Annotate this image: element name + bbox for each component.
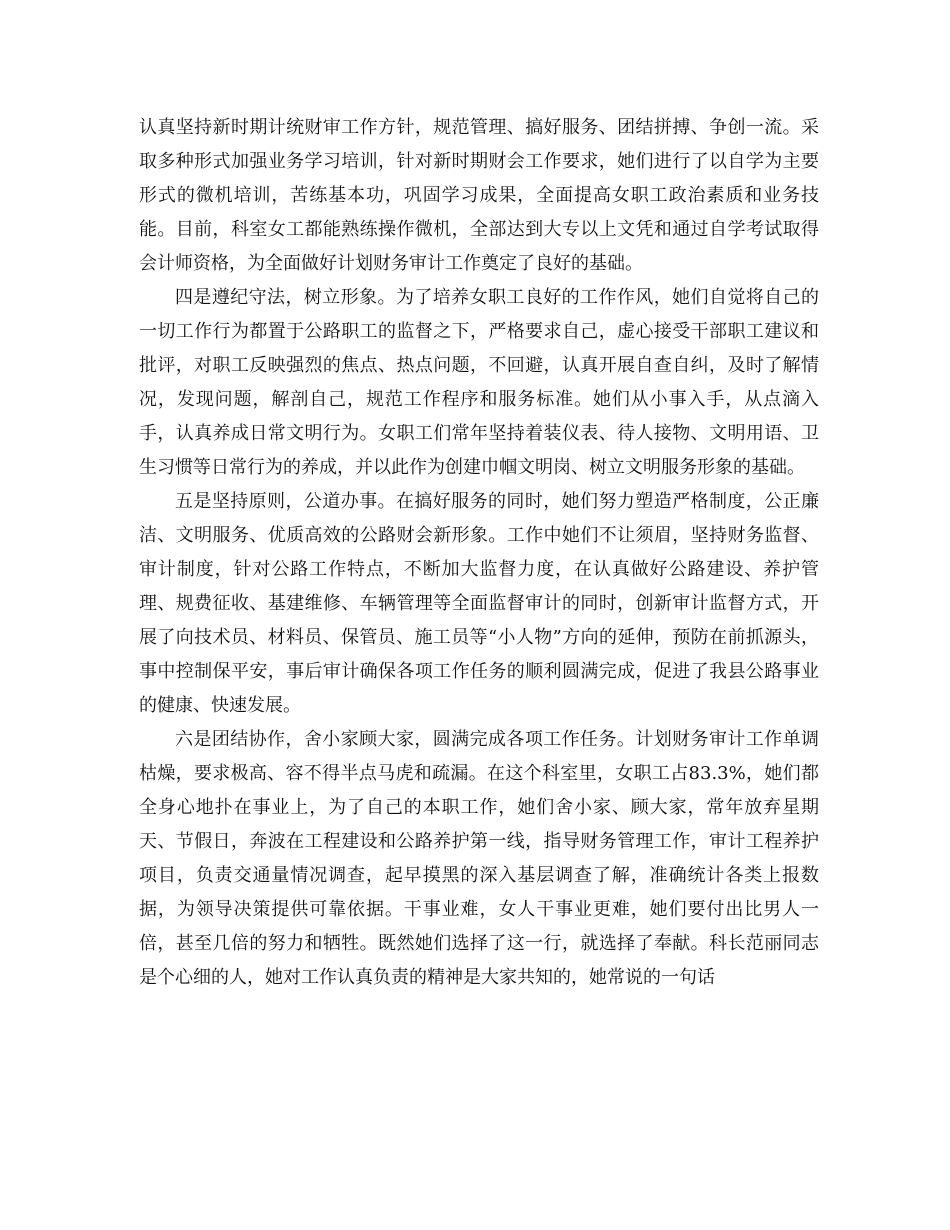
paragraph-discipline: 四是遵纪守法，树立形象。为了培养女职工良好的工作作风，她们自觉将自己的一切工作行为都置于公路职工的监督之下，严格要求自己，虚心接受干部职工建议和批评，对职工反映强烈的焦点、热点问题，不回避，认真开展自查自纠，及时了解情况，发现问题，解剖自己，规范工作程序和服务标准。她们从小事入手，从点滴入手，认真养成日常文明行为。女职工们常年坚持着装仪表、待人接物、文明用语、卫生习惯等日常行为的养成，并以此作为创建巾帼文明岗、树立文明服务形象的基础。 bbox=[139, 287, 819, 478]
document-body bbox=[139, 111, 819, 995]
paragraph-teamwork: 六是团结协作，舍小家顾大家，圆满完成各项工作任务。计划财务审计工作单调枯燥，要求极高、容不得半点马虎和疏漏。在这个科室里，女职工占83.3%，她们都全身心地扑在事业上，为了自己的本职工作，她们舍小家、顾大家，常年放弃星期天、节假日，奔波在工程建设和公路养护第一线，指导财务管理工作，审计工程养护项目，负责交通量情况调查，起早摸黑的深入基层调查了解，准确统计各类上报数据，为领导决策提供可靠依据。干事业难，女人干事业更难，她们要付出比男人一倍，甚至几倍的努力和牺牲。既然她们选择了这一行，就选择了奉献。科长范丽同志是个心细的人，她对工作认真负责的精神是大家共知的，她常说的一句话 bbox=[139, 729, 819, 988]
paragraph-continuation: 认真坚持新时期计统财审工作方针，规范管理、搞好服务、团结拼搏、争创一流。采取多种形式加强业务学习培训，针对新时期财会工作要求，她们进行了以自学为主要形式的微机培训，苦练基本功，巩固学习成果，全面提高女职工政治素质和业务技能。目前，科室女工都能熟练操作微机，全部达到大专以上文凭和通过自学考试取得会计师资格，为全面做好计划财务审计工作奠定了良好的基础。 bbox=[139, 117, 819, 274]
paragraph-principle: 五是坚持原则，公道办事。在搞好服务的同时，她们努力塑造严格制度，公正廉洁、文明服务、优质高效的公路财会新形象。工作中她们不让须眉，坚持财务监督、审计制度，针对公路工作特点，不断加大监督力度，在认真做好公路建设、养护管理、规费征收、基建维修、车辆管理等全面监督审计的同时，创新审计监督方式，开展了向技术员、材料员、保管员、施工员等“小人物”方向的延伸，预防在前抓源头，事中控制保平安，事后审计确保各项工作任务的顺利圆满完成，促进了我县公路事业的健康、快速发展。 bbox=[139, 491, 819, 716]
